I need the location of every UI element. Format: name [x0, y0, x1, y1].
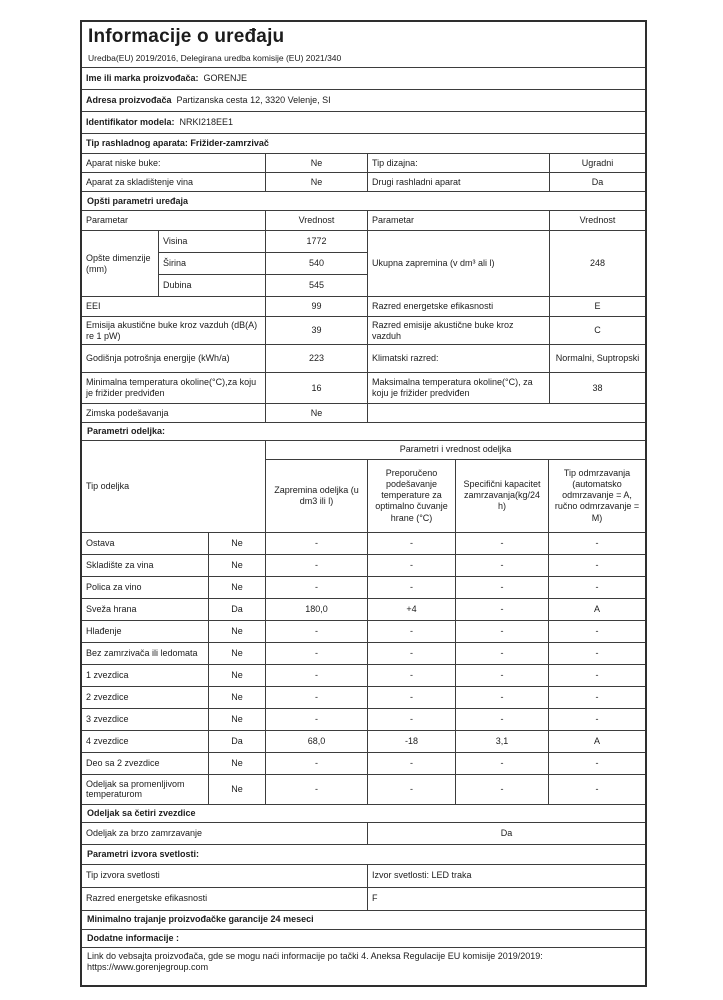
light-class-value: F	[372, 893, 378, 904]
compartment-temp: -	[368, 643, 456, 664]
compartment-row	[82, 621, 645, 643]
compartment-name: Hlađenje	[82, 621, 209, 642]
column-header: Specifični kapacitet zamrzavanja(kg/24 h)	[456, 460, 549, 532]
parameter-label: Emisija akustične buke kroz vazduh (dB(A) re 1 pW)	[82, 317, 266, 344]
compartment-name: 1 zvezdica	[82, 665, 209, 686]
compartment-volume: -	[266, 665, 368, 686]
flag-row	[82, 173, 645, 192]
brand-cell	[82, 68, 645, 89]
parameter-row	[82, 345, 645, 373]
brand-value: GORENJE	[203, 73, 248, 84]
column-header: Vrednost	[579, 215, 616, 226]
flag-label: Drugi rashladni aparat	[368, 173, 550, 191]
parameter-value: 16	[266, 373, 368, 403]
column-header: Zapremina odeljka (u dm3 ili l)	[266, 460, 368, 532]
compartment-volume: -	[266, 533, 368, 554]
compartments-section-row	[82, 423, 645, 441]
manufacturer-link-text: Link do vebsajta proizvođača, gde se mogu naći informacije po tački 4. Aneksa Regulacije EU komisije 2019/2019: https://www.gorenjegroup.com	[87, 950, 543, 972]
parameter-row	[82, 373, 645, 404]
compartment-row	[82, 577, 645, 599]
compartment-temp: -	[368, 775, 456, 804]
compartment-row	[82, 599, 645, 621]
parameter-value: Ne	[266, 404, 368, 422]
compartment-row	[82, 731, 645, 753]
compartments-section-title: Parametri odeljka:	[87, 426, 166, 436]
four-star-section-title: Odeljak sa četiri zvezdice	[87, 807, 196, 818]
compartment-defrost: -	[595, 691, 599, 702]
compartment-capacity: -	[456, 665, 549, 686]
compartment-present: Ne	[209, 533, 266, 554]
light-section-title: Parametri izvora svetlosti:	[87, 848, 200, 859]
parameter-row	[82, 317, 645, 345]
flag-value: Da	[591, 176, 604, 187]
dimension-names	[159, 231, 266, 296]
empty-cell	[368, 404, 645, 422]
compartment-volume: -	[266, 775, 368, 804]
compartment-volume: -	[266, 577, 368, 598]
flag-value: Ne	[266, 154, 368, 172]
compartment-volume: -	[266, 709, 368, 730]
four-star-section-row	[82, 805, 645, 823]
light-type-row	[82, 865, 645, 888]
dimension-values	[266, 231, 368, 296]
dimension-label: Dubina	[163, 280, 192, 291]
parameter-label: Maksimalna temperatura okoline(°C), za koju je frižider predviđen	[368, 373, 550, 403]
compartment-capacity: -	[456, 775, 549, 804]
compartment-volume: 68,0	[266, 731, 368, 752]
compartment-defrost: -	[595, 581, 599, 592]
compartment-defrost: -	[595, 669, 599, 680]
compartment-capacity: -	[456, 533, 549, 554]
compartment-name: Bez zamrzivača ili ledomata	[82, 643, 209, 664]
fast-freeze-row	[82, 823, 645, 845]
dimensions-label: Opšte dimenzije (mm)	[82, 231, 159, 296]
brand-label: Ime ili marka proizvođača:	[86, 73, 199, 84]
compartment-row	[82, 555, 645, 577]
compartment-defrost: -	[595, 757, 599, 768]
address-value: Partizanska cesta 12, 3320 Velenje, SI	[176, 95, 331, 106]
compartment-defrost: -	[595, 713, 599, 724]
flag-value: Ugradni	[581, 157, 614, 168]
volume-value: 248	[589, 258, 606, 269]
compartment-volume: -	[266, 621, 368, 642]
compartments-header-block	[82, 441, 645, 533]
parameter-label: EEI	[82, 297, 266, 316]
compartment-temp: -18	[368, 731, 456, 752]
address-row	[82, 90, 645, 112]
compartment-capacity: 3,1	[456, 731, 549, 752]
compartment-capacity: -	[456, 621, 549, 642]
parameter-row	[82, 297, 645, 317]
column-header: Parametar	[82, 211, 266, 230]
compartment-present: Ne	[209, 709, 266, 730]
compartments-value-headers	[266, 441, 645, 532]
compartment-row	[82, 753, 645, 775]
dimension-value: 1772	[266, 231, 367, 253]
address-label: Adresa proizvođača	[86, 95, 172, 106]
additional-section-row	[82, 930, 645, 948]
dimension-value: 545	[308, 280, 325, 291]
parameter-row	[82, 404, 645, 423]
parameter-value: Normalni, Suptropski	[555, 353, 640, 364]
compartment-capacity: -	[456, 709, 549, 730]
parameter-label: Godišnja potrošnja energije (kWh/a)	[82, 345, 266, 372]
additional-section-title: Dodatne informacije :	[87, 932, 180, 943]
compartment-name: 3 zvezdice	[82, 709, 209, 730]
compartment-row	[82, 687, 645, 709]
compartment-temp: -	[368, 555, 456, 576]
compartment-name: Skladište za vina	[82, 555, 209, 576]
light-section-row	[82, 845, 645, 865]
column-header: Vrednost	[266, 211, 368, 230]
parameter-label: Zimska podešavanja	[82, 404, 266, 422]
compartment-row	[82, 709, 645, 731]
warranty-text: Minimalno trajanje proizvođačke garancije 24 meseci	[87, 914, 314, 925]
compartment-name: 2 zvezdice	[82, 687, 209, 708]
compartment-temp: -	[368, 533, 456, 554]
compartment-name: 4 zvezdice	[82, 731, 209, 752]
compartment-capacity: -	[456, 643, 549, 664]
model-row	[82, 112, 645, 134]
appliance-type-row	[82, 134, 645, 154]
compartment-volume: 180,0	[266, 599, 368, 620]
compartment-capacity: -	[456, 555, 549, 576]
parameter-value: E	[594, 301, 601, 312]
compartment-row	[82, 533, 645, 555]
regulation-text: Uredba(EU) 2019/2016, Delegirana uredba komisije (EU) 2021/340	[88, 52, 342, 63]
compartment-volume: -	[266, 643, 368, 664]
compartment-temp: +4	[368, 599, 456, 620]
page-title: Informacije o uređaju	[88, 26, 285, 47]
compartment-temp: -	[368, 665, 456, 686]
column-header: Parametar	[368, 211, 550, 230]
compartment-temp: -	[368, 577, 456, 598]
compartment-capacity: -	[456, 577, 549, 598]
title-block	[82, 22, 645, 68]
compartment-present: Ne	[209, 643, 266, 664]
flag-label: Aparat za skladištenje vina	[82, 173, 266, 191]
parameter-label: Minimalna temperatura okoline(°C),za koju je frižider predviđen	[82, 373, 266, 403]
compartment-type-header: Tip odeljka	[82, 441, 266, 532]
parameter-label: Razred emisije akustične buke kroz vazduh	[368, 317, 550, 344]
model-cell	[82, 112, 645, 133]
column-header: Tip odmrzavanja (automatsko odmrzavanje = A, ručno odmrzavanje = M)	[554, 467, 640, 523]
compartment-defrost: A	[593, 735, 600, 746]
fast-freeze-label: Odeljak za brzo zamrzavanje	[82, 823, 368, 844]
flag-label: Tip dizajna:	[368, 154, 550, 172]
general-section-title: Opšti parametri uređaja	[87, 195, 189, 206]
compartment-present: Ne	[209, 753, 266, 774]
model-value: NRKI218EE1	[179, 117, 234, 128]
parameter-value: 223	[266, 345, 368, 372]
compartment-row	[82, 643, 645, 665]
volume-label: Ukupna zapremina (v dm³ ali l)	[368, 231, 550, 296]
compartment-present: Ne	[209, 665, 266, 686]
compartment-capacity: -	[456, 599, 549, 620]
compartment-defrost: -	[595, 647, 599, 658]
compartment-present: Ne	[209, 621, 266, 642]
parameter-value: 38	[592, 382, 603, 393]
device-information-sheet	[80, 20, 647, 987]
compartment-capacity: -	[456, 687, 549, 708]
compartment-defrost: A	[593, 603, 600, 614]
compartment-present: Ne	[209, 775, 266, 804]
compartment-defrost: -	[595, 625, 599, 636]
dimension-label: Širina	[159, 253, 265, 275]
compartment-name: Sveža hrana	[82, 599, 209, 620]
parameter-label: Klimatski razred:	[368, 345, 550, 372]
brand-row	[82, 68, 645, 90]
appliance-type: Tip rashladnog aparata: Frižider-zamrzivač	[86, 138, 269, 149]
warranty-row	[82, 911, 645, 930]
compartment-capacity: -	[456, 753, 549, 774]
dimension-label: Visina	[159, 231, 265, 253]
compartment-name: Odeljak sa promenljivom temperaturom	[82, 775, 209, 804]
flag-row	[82, 154, 645, 173]
flag-value: Ne	[266, 173, 368, 191]
compartment-row	[82, 775, 645, 805]
compartment-present: Ne	[209, 687, 266, 708]
compartment-name: Deo sa 2 zvezdice	[82, 753, 209, 774]
compartment-present: Ne	[209, 555, 266, 576]
parameter-value: C	[594, 325, 601, 336]
light-type-label: Tip izvora svetlosti	[82, 865, 368, 887]
compartment-temp: -	[368, 709, 456, 730]
compartment-row	[82, 665, 645, 687]
column-header: Preporučeno podešavanje temperature za optimalno čuvanje hrane (°C)	[368, 460, 456, 532]
light-type-value: Izvor svetlosti: LED traka	[372, 870, 472, 881]
compartments-group-header: Parametri i vrednost odeljka	[266, 441, 645, 460]
compartment-defrost: -	[595, 783, 599, 794]
parameter-value: 39	[266, 317, 368, 344]
compartment-defrost: -	[595, 559, 599, 570]
parameter-label: Razred energetske efikasnosti	[368, 297, 550, 316]
compartment-present: Da	[209, 599, 266, 620]
compartment-present: Ne	[209, 577, 266, 598]
dimensions-block	[82, 231, 645, 297]
fast-freeze-value: Da	[500, 827, 513, 838]
compartment-temp: -	[368, 687, 456, 708]
compartment-volume: -	[266, 555, 368, 576]
parameter-value: 99	[266, 297, 368, 316]
compartment-name: Polica za vino	[82, 577, 209, 598]
general-section-row	[82, 192, 645, 211]
compartment-name: Ostava	[82, 533, 209, 554]
compartment-volume: -	[266, 687, 368, 708]
light-class-row	[82, 888, 645, 911]
address-cell	[82, 90, 645, 111]
compartment-temp: -	[368, 621, 456, 642]
compartment-present: Da	[209, 731, 266, 752]
model-label: Identifikator modela:	[86, 117, 175, 128]
flag-label: Aparat niske buke:	[82, 154, 266, 172]
compartment-volume: -	[266, 753, 368, 774]
general-header-row	[82, 211, 645, 231]
compartment-defrost: -	[595, 537, 599, 548]
light-class-label: Razred energetske efikasnosti	[82, 888, 368, 910]
additional-info-row	[82, 948, 645, 985]
dimension-value: 540	[266, 253, 367, 275]
compartment-temp: -	[368, 753, 456, 774]
